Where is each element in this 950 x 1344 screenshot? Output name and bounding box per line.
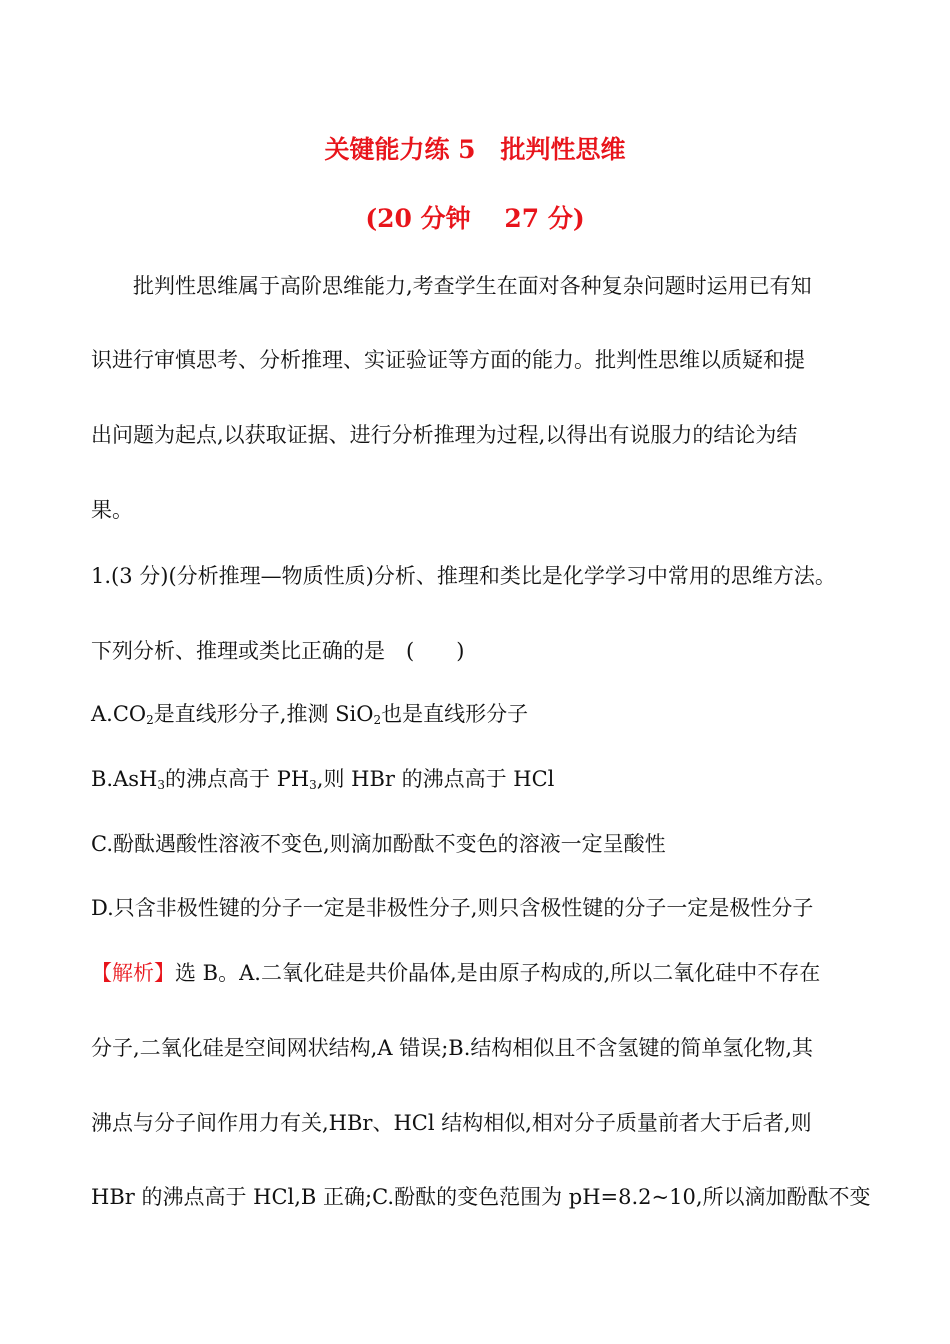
option-a-text: 也是直线形分子 — [381, 702, 529, 726]
subscript: 2 — [373, 713, 382, 727]
option-b-text: B.AsH — [91, 767, 158, 791]
option-b-text: 的沸点高于 PH — [165, 767, 310, 791]
option-b-text: ,则 HBr 的沸点高于 HCl — [316, 767, 555, 791]
intro-paragraph-line: 出问题为起点,以获取证据、进行分析推理为过程,以得出有说服力的结论为结 — [91, 423, 798, 447]
page-title: 关键能力练 5 批判性思维 — [324, 135, 626, 164]
intro-paragraph-line: 批判性思维属于高阶思维能力,考查学生在面对各种复杂问题时运用已有知 — [133, 274, 812, 298]
option-d: D.只含非极性键的分子一定是非极性分子,则只含极性键的分子一定是极性分子 — [91, 896, 814, 920]
question-stem: 1.(3 分)(分析推理—物质性质)分析、推理和类比是化学学习中常用的思维方法。 — [91, 564, 836, 588]
question-prompt: 下列分析、推理或类比正确的是 ( ) — [91, 639, 465, 663]
subscript: 2 — [146, 713, 154, 727]
option-a-text: 是直线形分子,推测 SiO — [153, 702, 374, 726]
option-a-text: A.CO — [91, 702, 147, 726]
subscript: 3 — [157, 778, 166, 792]
analysis-line: HBr 的沸点高于 HCl,B 正确;C.酚酞的变色范围为 pH=8.2~10,所以滴加酚酞不变 — [91, 1185, 871, 1209]
analysis-line: 分子,二氧化硅是空间网状结构,A 错误;B.结构相似且不含氢键的简单氢化物,其 — [91, 1036, 814, 1060]
intro-paragraph-line: 果。 — [91, 498, 133, 522]
option-c: C.酚酞遇酸性溶液不变色,则滴加酚酞不变色的溶液一定呈酸性 — [91, 832, 666, 856]
analysis-first-line — [91, 959, 871, 987]
option-a — [91, 700, 871, 728]
intro-paragraph-line: 识进行审慎思考、分析推理、实证验证等方面的能力。批判性思维以质疑和提 — [91, 348, 805, 372]
subscript: 3 — [309, 778, 317, 792]
analysis-text: 选 B。A.二氧化硅是共价晶体,是由原子构成的,所以二氧化硅中不存在 — [175, 961, 821, 985]
analysis-tag: 【解析】 — [91, 961, 175, 985]
option-b — [91, 765, 871, 793]
page-subtitle: (20 分钟 27 分) — [365, 204, 585, 233]
analysis-line: 沸点与分子间作用力有关,HBr、HCl 结构相似,相对分子质量前者大于后者,则 — [91, 1111, 812, 1135]
